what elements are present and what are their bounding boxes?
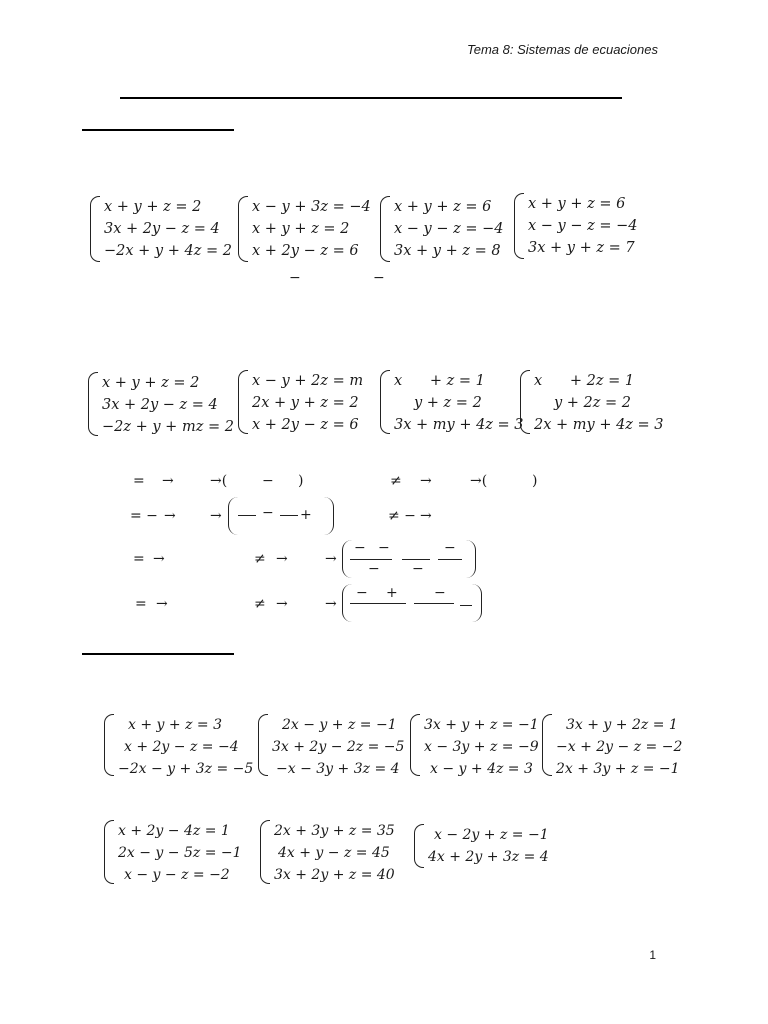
equation: 3x + 2y + z = 40 (274, 867, 395, 883)
math-fragment: ) (532, 473, 538, 489)
arrow: → (156, 596, 168, 612)
equation-system (520, 370, 664, 434)
equation-system (104, 820, 242, 884)
equation: x − 3y + z = −9 (424, 739, 539, 755)
equation: 3x + 2y − 2z = −5 (272, 739, 405, 755)
equation: 3x + 2y − z = 4 (104, 221, 220, 237)
arrow: → (276, 551, 288, 567)
brace (258, 714, 268, 776)
equation: x + z = 1 (394, 373, 485, 389)
math-fragment: ≠ (254, 551, 266, 567)
header-title: Tema 8: Sistemas de ecuaciones (466, 42, 658, 57)
equation-system (542, 714, 682, 776)
math-fragment: − (289, 270, 301, 286)
brace (380, 370, 390, 434)
brace (90, 196, 100, 262)
math-fragment: = (135, 596, 147, 612)
equation: x − y + 4z = 3 (430, 761, 533, 777)
math-fragment: ≠ − (388, 508, 416, 524)
math-fragment: + (386, 585, 398, 601)
brace (410, 714, 420, 776)
equation: x + 2y − z = −4 (124, 739, 239, 755)
brace (514, 193, 524, 259)
equation-system (380, 370, 524, 434)
fraction-line (402, 559, 430, 560)
fraction-line (350, 559, 392, 560)
title-rule (120, 97, 622, 99)
arrow: → (420, 508, 432, 524)
equation: −2x + y + 4z = 2 (104, 243, 232, 259)
equation: 3x + y + 2z = 1 (566, 717, 678, 733)
arrow: → (325, 551, 337, 567)
math-fragment: − (434, 585, 446, 601)
brace (414, 824, 424, 868)
fraction-line (438, 559, 462, 560)
equation: x + 2y − z = 6 (252, 417, 359, 433)
equation: −x + 2y − z = −2 (556, 739, 683, 755)
equation: x + y + z = 3 (128, 717, 222, 733)
equation: −2x − y + 3z = −5 (118, 761, 254, 777)
equation: 3x + y + z = 8 (394, 243, 501, 259)
page-number: 1 (649, 948, 656, 962)
fraction-line (460, 605, 472, 606)
math-fragment: − (262, 505, 274, 521)
math-fragment: − (368, 561, 380, 577)
equation-system (380, 196, 504, 262)
math-fragment: + (300, 507, 312, 523)
fraction-line (238, 515, 256, 516)
math-fragment: − (354, 540, 366, 556)
math-fragment: − (412, 561, 424, 577)
equation-system (88, 372, 234, 436)
equation-system (258, 714, 404, 776)
brace (238, 196, 248, 262)
equation-system (90, 196, 232, 262)
equation: x + y + z = 6 (394, 199, 492, 215)
math-fragment: − (373, 270, 385, 286)
equation: x + 2y − z = 6 (252, 243, 359, 259)
equation-system (238, 370, 363, 434)
fraction-line (280, 515, 298, 516)
math-fragment: ≠ (390, 473, 402, 489)
equation: x − y − z = −4 (528, 218, 638, 234)
equation: x − 2y + z = −1 (434, 827, 549, 843)
equation-system (410, 714, 539, 776)
fraction-line (414, 603, 454, 604)
equation: x + 2y − 4z = 1 (118, 823, 230, 839)
brace (88, 372, 98, 436)
equation: 2x + y + z = 2 (252, 395, 359, 411)
brace (380, 196, 390, 262)
equation: 2x + 3y + z = 35 (274, 823, 395, 839)
arrow: → (276, 596, 288, 612)
math-fragment: = − (130, 508, 158, 524)
equation: 4x + 2y + 3z = 4 (428, 849, 549, 865)
math-fragment: = (133, 551, 145, 567)
equation-system (514, 193, 638, 259)
section-3-heading-rule (82, 653, 234, 655)
equation: x + 2z = 1 (534, 373, 635, 389)
equation: x + y + z = 2 (102, 375, 200, 391)
arrow: → (164, 508, 176, 524)
equation: x − y + 2z = m (252, 373, 364, 389)
equation: x + y + z = 6 (528, 196, 626, 212)
equation: −x − 3y + 3z = 4 (276, 761, 400, 777)
brace (520, 370, 530, 434)
equation: 3x + y + z = −1 (424, 717, 539, 733)
arrow: → (420, 473, 432, 489)
equation: 3x + my + 4z = 3 (394, 417, 524, 433)
equation-system (414, 824, 549, 868)
equation: 2x + my + 4z = 3 (534, 417, 664, 433)
equation: x − y − z = −4 (394, 221, 504, 237)
fraction-line (350, 603, 406, 604)
math-fragment: ) (298, 473, 304, 489)
math-fragment: − (356, 585, 368, 601)
equation: −2z + y + mz = 2 (102, 419, 234, 435)
equation: x − y − z = −2 (124, 867, 230, 883)
arrow: →( (470, 473, 488, 489)
arrow: → (162, 473, 174, 489)
arrow: → (325, 596, 337, 612)
equation-system (104, 714, 253, 776)
math-fragment: ≠ (254, 596, 266, 612)
equation: 3x + 2y − z = 4 (102, 397, 218, 413)
equation: 2x + 3y + z = −1 (556, 761, 680, 777)
equation-system (260, 820, 395, 884)
equation: x + y + z = 2 (104, 199, 202, 215)
equation: x − y + 3z = −4 (252, 199, 371, 215)
brace (104, 820, 114, 884)
equation: 4x + y − z = 45 (278, 845, 390, 861)
math-fragment: − (262, 473, 274, 489)
section-1-heading-rule (82, 129, 234, 131)
equation: y + z = 2 (414, 395, 482, 411)
equation: y + 2z = 2 (554, 395, 632, 411)
math-fragment: = (133, 473, 145, 489)
arrow: → (210, 508, 222, 524)
equation: x + y + z = 2 (252, 221, 350, 237)
arrow: → (153, 551, 165, 567)
equation: 2x − y + z = −1 (282, 717, 397, 733)
brace (542, 714, 552, 776)
math-fragment: − (444, 540, 456, 556)
brace (238, 370, 248, 434)
parenthesis-group (228, 497, 334, 535)
equation: 2x − y − 5z = −1 (118, 845, 242, 861)
equation-system (238, 196, 371, 262)
equation: 3x + y + z = 7 (528, 240, 635, 256)
arrow: →( (210, 473, 228, 489)
brace (260, 820, 270, 884)
brace (104, 714, 114, 776)
math-fragment: − (378, 540, 390, 556)
